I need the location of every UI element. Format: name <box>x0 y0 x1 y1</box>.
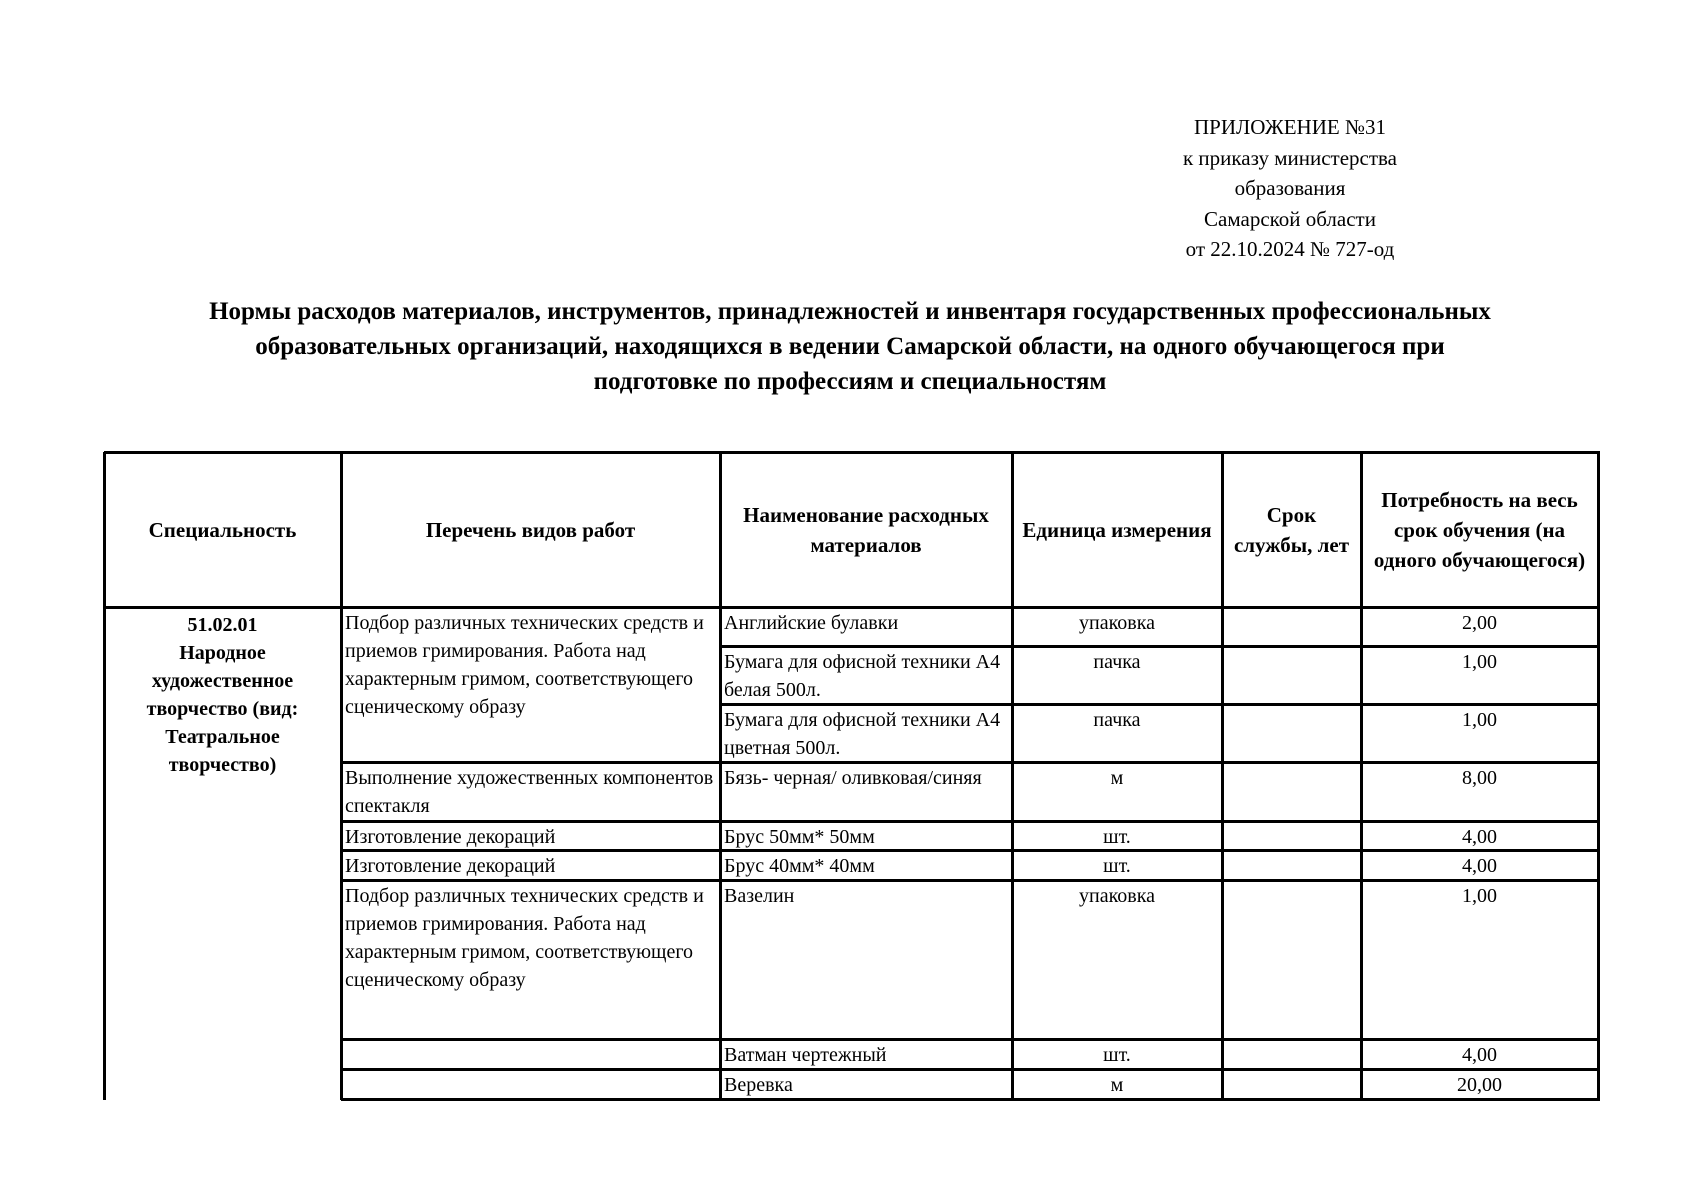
service-life-cell <box>1222 704 1361 762</box>
specialty-code: 51.02.01 <box>187 614 258 636</box>
unit-cell: упаковка <box>1078 885 1155 907</box>
material-cell: Бумага для офисной техники А4 цветная 500л. <box>724 709 1001 759</box>
material-cell: Брус 50мм* 50мм <box>724 826 875 848</box>
document-title-line: подготовке по профессиям и специальностям <box>593 368 1107 395</box>
service-life-cell <box>1222 821 1361 850</box>
unit-cell: упаковка <box>1078 612 1155 634</box>
unit-cell: шт. <box>1103 1044 1131 1066</box>
document-title <box>60 294 1640 399</box>
service-life-cell <box>1222 880 1361 1039</box>
unit-cell: шт. <box>1103 855 1131 877</box>
work-type-cell: Подбор различных технических средств и приемов гримирования. Работа над характерным гримом, соответствующего сценическому образу <box>345 612 704 718</box>
header-works: Перечень видов работ <box>425 517 636 542</box>
appendix-block <box>1120 112 1460 265</box>
header-need: Потребность на весь срок обучения (на одного обучающегося) <box>1373 487 1586 572</box>
service-life-cell <box>1222 1069 1361 1099</box>
material-cell: Бумага для офисной техники А4 белая 500л. <box>724 651 1001 701</box>
material-cell: Английские булавки <box>724 612 899 634</box>
appendix-number: ПРИЛОЖЕНИЕ №31 <box>1194 115 1386 139</box>
need-cell: 4,00 <box>1462 855 1497 877</box>
material-cell: Бязь- черная/ оливковая/синяя <box>724 767 982 789</box>
material-cell: Вазелин <box>724 885 795 907</box>
need-cell: 1,00 <box>1462 885 1497 907</box>
work-type-cell: Выполнение художественных компонентов спектакля <box>345 767 714 817</box>
material-cell: Веревка <box>724 1074 793 1096</box>
appendix-region-line: Самарской области <box>1204 206 1376 231</box>
document-title-line: Нормы расходов материалов, инструментов, принадлежностей и инвентаря государственных профессиональных <box>209 298 1491 325</box>
specialty-name: Народное художественное творчество (вид: Театральное творчество) <box>146 642 299 776</box>
unit-cell: пачка <box>1093 709 1141 731</box>
specialty-cell <box>104 607 341 1099</box>
work-type-cell <box>341 1069 720 1099</box>
need-cell: 4,00 <box>1462 826 1497 848</box>
unit-cell: пачка <box>1093 651 1141 673</box>
header-specialty: Специальность <box>148 517 297 542</box>
work-type-cell: Подбор различных технических средств и приемов гримирования. Работа над характерным гримом, соответствующего сценическому образу <box>345 885 704 991</box>
material-cell: Ватман чертежный <box>724 1044 887 1066</box>
appendix-date-line: от 22.10.2024 № 727-од <box>1185 237 1395 261</box>
unit-cell: м <box>1110 767 1124 789</box>
service-life-cell <box>1222 762 1361 821</box>
need-cell: 2,00 <box>1462 612 1497 634</box>
header-material: Наименование расходных материалов <box>743 502 989 557</box>
service-life-cell <box>1222 646 1361 704</box>
unit-cell: шт. <box>1103 826 1131 848</box>
unit-cell: м <box>1110 1074 1124 1096</box>
need-cell: 20,00 <box>1457 1074 1502 1096</box>
appendix-ministry-line: образования <box>1234 176 1346 200</box>
work-type-cell: Изготовление декораций <box>345 826 556 848</box>
service-life-cell <box>1222 1039 1361 1069</box>
need-cell: 8,00 <box>1462 767 1497 789</box>
header-unit: Единица измерения <box>1022 517 1212 542</box>
service-life-cell <box>1222 607 1361 646</box>
need-cell: 1,00 <box>1462 709 1497 731</box>
appendix-order-line: к приказу министерства <box>1182 145 1398 170</box>
work-type-cell: Изготовление декораций <box>345 855 556 877</box>
work-type-cell <box>341 1039 720 1069</box>
service-life-cell <box>1222 850 1361 880</box>
document-title-line: образовательных организаций, находящихся в ведении Самарской области, на одного обучающегося при <box>255 333 1445 360</box>
header-service-life: Срок службы, лет <box>1233 502 1350 557</box>
need-cell: 4,00 <box>1462 1044 1497 1066</box>
material-cell: Брус 40мм* 40мм <box>724 855 875 877</box>
need-cell: 1,00 <box>1462 651 1497 673</box>
